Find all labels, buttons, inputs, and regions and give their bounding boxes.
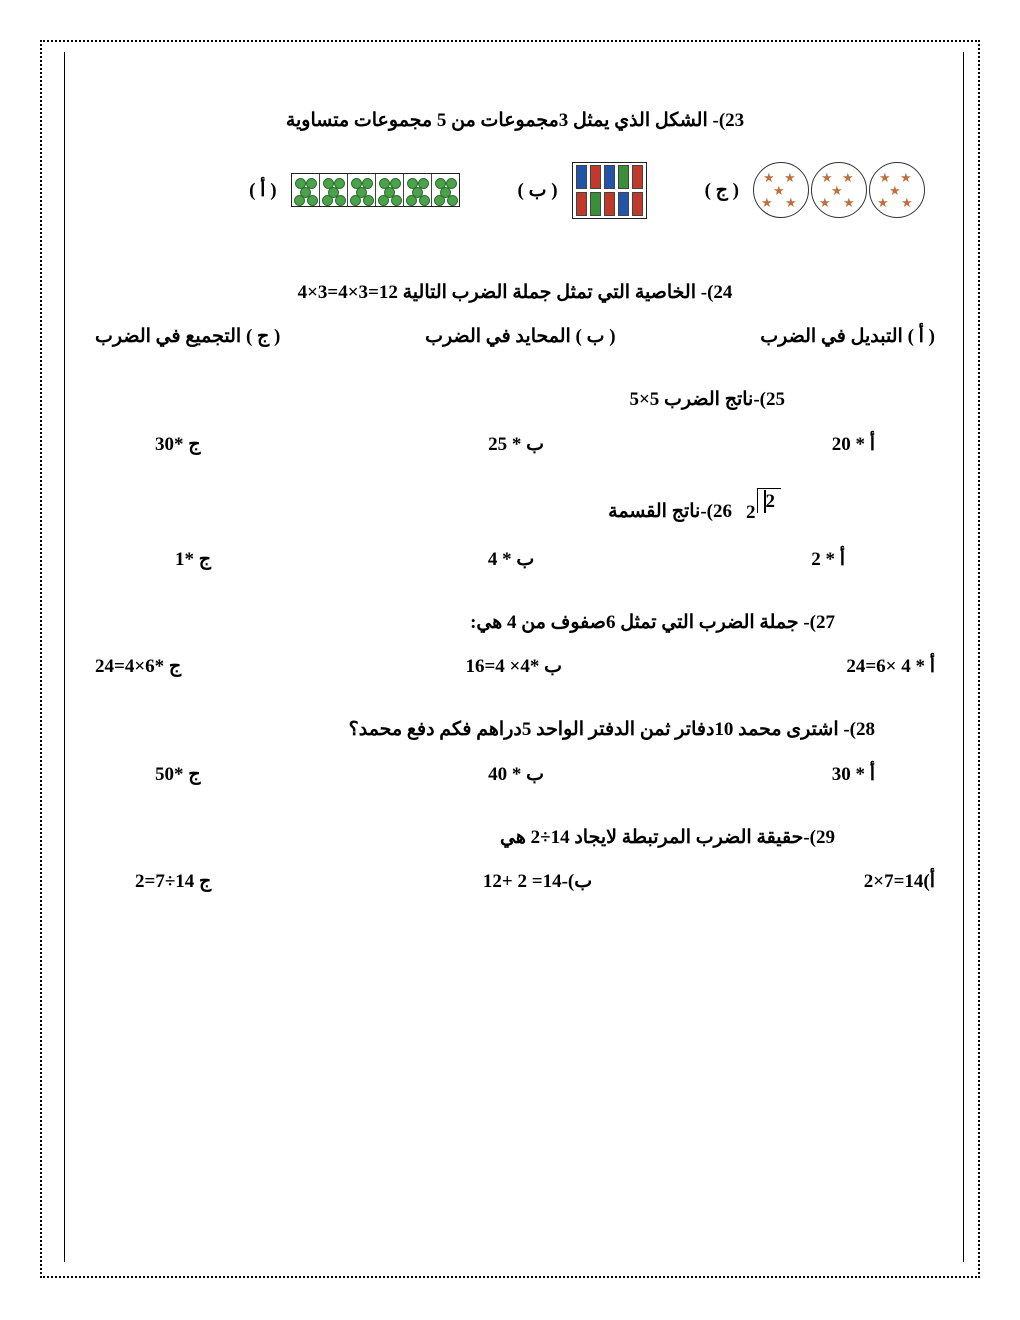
star-icon: ★ bbox=[784, 170, 796, 185]
section-spacer bbox=[95, 678, 935, 716]
section-spacer bbox=[95, 348, 935, 386]
bar-red bbox=[632, 165, 643, 189]
question-27-choices bbox=[95, 655, 935, 678]
question-24-choices bbox=[95, 325, 935, 348]
dot-icon bbox=[294, 195, 305, 206]
star-icon: ★ bbox=[763, 170, 775, 185]
worksheet-content bbox=[95, 107, 935, 893]
dot-cell bbox=[375, 174, 403, 206]
choice-jeem[interactable]: ج *1 bbox=[175, 548, 212, 570]
figure-choice-alef[interactable] bbox=[249, 173, 459, 207]
question-27-text: 27)- جملة الضرب التي تمثل 6صفوف من 4 هي: bbox=[470, 611, 835, 633]
question-29-text: 29)-حقيقة الضرب المرتبطة لايجاد 14÷2 هي bbox=[500, 826, 835, 848]
dot-cell bbox=[347, 174, 375, 206]
question-24-text: 24)- الخاصية التي تمثل جملة الضرب التالية 12=3×4=3×4 bbox=[297, 281, 733, 303]
dot-icon bbox=[322, 195, 333, 206]
question-25-choices bbox=[95, 433, 935, 456]
figure-label-jeem: ( ج ) bbox=[704, 179, 739, 201]
dot-icon bbox=[307, 195, 318, 206]
choice-spacer bbox=[201, 433, 489, 456]
dot-cell bbox=[403, 174, 431, 206]
dot-icon bbox=[350, 195, 361, 206]
choice-alef[interactable]: أ)14=7×2 bbox=[863, 871, 935, 892]
choice-spacer bbox=[616, 325, 761, 348]
bar-row bbox=[576, 192, 643, 216]
question-23-text: 23)- الشكل الذي يمثل 3مجموعات من 5 مجموعات متساوية bbox=[285, 110, 745, 131]
choice-lead-spacer bbox=[845, 548, 935, 571]
dot-icon bbox=[335, 195, 346, 206]
choice-alef[interactable]: أ * 2 bbox=[811, 548, 845, 570]
choice-trail-spacer bbox=[95, 763, 155, 786]
figure-choice-baa[interactable] bbox=[518, 162, 647, 219]
stars-groups-figure bbox=[753, 162, 925, 218]
bar-red bbox=[576, 192, 587, 216]
choice-spacer bbox=[211, 548, 488, 571]
choice-spacer bbox=[562, 655, 846, 678]
bar-row bbox=[576, 165, 643, 189]
choice-lead-spacer bbox=[875, 763, 935, 786]
choice-baa[interactable]: ب)-14= 2 +12 bbox=[482, 871, 593, 892]
bar-green bbox=[618, 165, 629, 189]
choice-lead-spacer bbox=[875, 433, 935, 456]
choice-trail-spacer bbox=[95, 870, 135, 893]
question-23-figures bbox=[95, 162, 935, 219]
star-icon: ★ bbox=[843, 195, 855, 210]
divisor-value: 2 bbox=[746, 501, 756, 523]
section-spacer bbox=[95, 786, 935, 824]
dot-icon bbox=[419, 195, 430, 206]
choice-alef[interactable]: أ * 30 bbox=[831, 763, 875, 785]
choice-baa[interactable]: ب *4× 4=16 bbox=[465, 656, 563, 677]
dot-icon bbox=[447, 195, 458, 206]
question-26-text: 26)-ناتج القسمة bbox=[608, 501, 732, 522]
dot-cell bbox=[292, 174, 319, 206]
question-28-choices bbox=[95, 763, 935, 786]
figure-label-alef: ( أ ) bbox=[249, 179, 277, 201]
star-icon: ★ bbox=[879, 170, 891, 185]
question-29-choices bbox=[95, 870, 935, 893]
page-border bbox=[40, 40, 980, 1278]
choice-trail-spacer bbox=[95, 433, 155, 456]
choice-spacer bbox=[201, 763, 489, 786]
star-icon: ★ bbox=[761, 195, 773, 210]
dots-cells-figure bbox=[291, 173, 460, 207]
choice-spacer bbox=[544, 763, 832, 786]
question-25-text: 25)-ناتج الضرب 5×5 bbox=[629, 389, 785, 410]
star-icon: ★ bbox=[831, 183, 843, 198]
choice-spacer bbox=[544, 433, 832, 456]
choice-jeem[interactable]: ج *50 bbox=[155, 763, 201, 785]
oval-group bbox=[811, 162, 867, 218]
question-26-line bbox=[95, 490, 935, 530]
dot-cell bbox=[431, 174, 459, 206]
choice-spacer bbox=[534, 548, 811, 571]
section-spacer bbox=[95, 571, 935, 609]
dot-icon bbox=[363, 195, 374, 206]
star-icon: ★ bbox=[821, 170, 833, 185]
star-icon: ★ bbox=[901, 195, 913, 210]
figure-label-baa: ( ب ) bbox=[517, 179, 558, 201]
question-28-text: 28)- اشترى محمد 10دفاتر ثمن الدفتر الواحد 5دراهم فكم دفع محمد؟ bbox=[348, 719, 875, 740]
division-bracket bbox=[757, 488, 782, 513]
choice-baa[interactable]: ( ب ) المحايد في الضرب bbox=[425, 326, 616, 347]
dot-cell bbox=[319, 174, 347, 206]
section-spacer bbox=[95, 456, 935, 494]
dot-icon bbox=[378, 195, 389, 206]
choice-spacer bbox=[592, 870, 864, 893]
figure-choice-jeem[interactable] bbox=[705, 162, 925, 218]
choice-jeem[interactable]: ج *30 bbox=[155, 433, 201, 455]
choice-spacer bbox=[280, 325, 425, 348]
choice-jeem[interactable]: ( ج ) التجميع في الضرب bbox=[94, 326, 281, 347]
star-icon: ★ bbox=[889, 183, 901, 198]
division-figure bbox=[746, 488, 781, 524]
bar-blue bbox=[576, 165, 587, 189]
star-icon: ★ bbox=[900, 170, 912, 185]
star-icon: ★ bbox=[842, 170, 854, 185]
choice-baa[interactable]: ب * 40 bbox=[488, 763, 545, 785]
section-spacer bbox=[95, 219, 935, 279]
bar-blue bbox=[618, 192, 629, 216]
dot-icon bbox=[406, 195, 417, 206]
star-icon: ★ bbox=[785, 195, 797, 210]
choice-alef[interactable]: أ * 4 ×6=24 bbox=[846, 656, 935, 677]
choice-trail-spacer bbox=[95, 548, 175, 571]
choice-spacer bbox=[211, 870, 483, 893]
choice-alef[interactable]: أ * 20 bbox=[831, 433, 875, 455]
choice-baa[interactable]: ب * 4 bbox=[487, 548, 535, 570]
choice-baa[interactable]: ب * 25 bbox=[488, 433, 545, 455]
star-icon: ★ bbox=[773, 183, 785, 198]
bar-green bbox=[590, 192, 601, 216]
bar-blue bbox=[604, 165, 615, 189]
dot-icon bbox=[434, 195, 445, 206]
dividend-value: 2 bbox=[765, 490, 775, 512]
choice-alef[interactable]: ( أ ) التبديل في الضرب bbox=[760, 326, 935, 347]
bar-red bbox=[604, 192, 615, 216]
color-bars-figure bbox=[572, 162, 647, 219]
oval-group bbox=[753, 162, 809, 218]
star-icon: ★ bbox=[877, 195, 889, 210]
choice-spacer bbox=[181, 655, 465, 678]
dot-icon bbox=[391, 195, 402, 206]
choice-jeem[interactable]: ج 14÷7=2 bbox=[135, 871, 212, 892]
choice-jeem[interactable]: ج *6×4=24 bbox=[95, 656, 182, 677]
page-inner-frame bbox=[64, 52, 964, 1262]
bar-red bbox=[632, 192, 643, 216]
bar-red bbox=[590, 165, 601, 189]
oval-group bbox=[869, 162, 925, 218]
question-26-choices bbox=[95, 548, 935, 571]
star-icon: ★ bbox=[819, 195, 831, 210]
